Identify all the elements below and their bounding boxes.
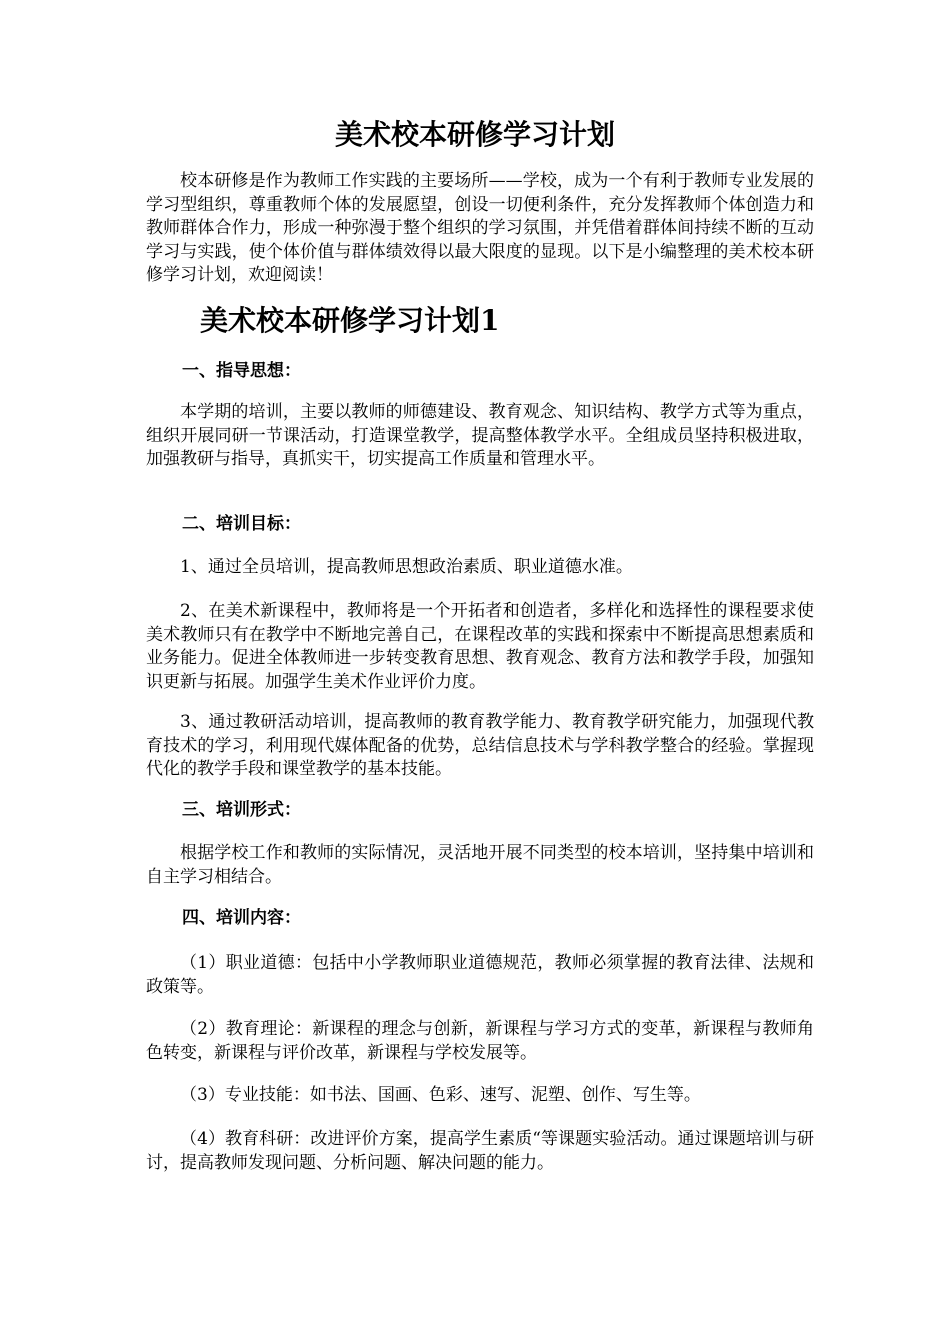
heading-training-goals: 二、培训目标： xyxy=(182,514,301,534)
paragraph-content-3: （3）专业技能：如书法、国画、色彩、速写、泥塑、创作、写生等。 xyxy=(180,1085,701,1105)
heading-guiding-thought: 一、指导思想： xyxy=(182,361,301,381)
paragraph-training-form: 根据学校工作和教师的实际情况，灵活地开展不同类型的校本培训，坚持集中培训和自主学习相结合。 xyxy=(146,843,814,887)
paragraph-goal-2: 2、在美术新课程中，教师将是一个开拓者和创造者，多样化和选择性的课程要求使美术教师只有在教学中不断地完善自己，在课程改革的实践和探索中不断提高思想素质和业务能力。促进全体教师进一步转变教育思想、教育观念、教育方法和教学手段，加强知识更新与拓展。加强学生美术作业评价力度。 xyxy=(146,601,814,692)
paragraph-content-1: （1）职业道德：包括中小学教师职业道德规范，教师必须掌握的教育法律、法规和政策等。 xyxy=(146,953,814,997)
section-title: 美术校本研修学习计划1 xyxy=(200,304,500,337)
paragraph-content-2: （2）教育理论：新课程的理念与创新，新课程与学习方式的变革，新课程与教师角色转变，新课程与评价改革，新课程与学校发展等。 xyxy=(146,1019,814,1063)
document-title: 美术校本研修学习计划 xyxy=(334,118,615,151)
paragraph-goal-1: 1、通过全员培训，提高教师思想政治素质、职业道德水准。 xyxy=(180,557,633,577)
paragraph-goal-3: 3、通过教研活动培训，提高教师的教育教学能力、教育教学研究能力，加强现代教育技术的学习，利用现代媒体配备的优势，总结信息技术与学科教学整合的经验。掌握现代化的教学手段和课堂教学的基本技能。 xyxy=(146,712,814,779)
heading-training-form: 三、培训形式： xyxy=(182,800,301,820)
paragraph-content-4: （4）教育科研：改进评价方案，提高学生素质“等课题实验活动。通过课题培训与研讨，提高教师发现问题、分析问题、解决问题的能力。 xyxy=(146,1129,814,1173)
paragraph-guiding-thought: 本学期的培训，主要以教师的师德建设、教育观念、知识结构、教学方式等为重点，组织开展同研一节课活动，打造课堂教学，提高整体教学水平。全组成员坚持积极进取，加强教研与指导，真抓实干，切实提高工作质量和管理水平。 xyxy=(146,402,814,469)
heading-training-content: 四、培训内容： xyxy=(182,908,301,928)
intro-paragraph: 校本研修是作为教师工作实践的主要场所——学校，成为一个有利于教师专业发展的学习型组织，尊重教师个体的发展愿望，创设一切便利条件，充分发挥教师个体创造力和教师群体合作力，形成一种弥漫于整个组织的学习氛围，并凭借着群体间持续不断的互动学习与实践，使个体价值与群体绩效得以最大限度的显现。以下是小编整理的美术校本研修学习计划，欢迎阅读！ xyxy=(146,171,814,285)
